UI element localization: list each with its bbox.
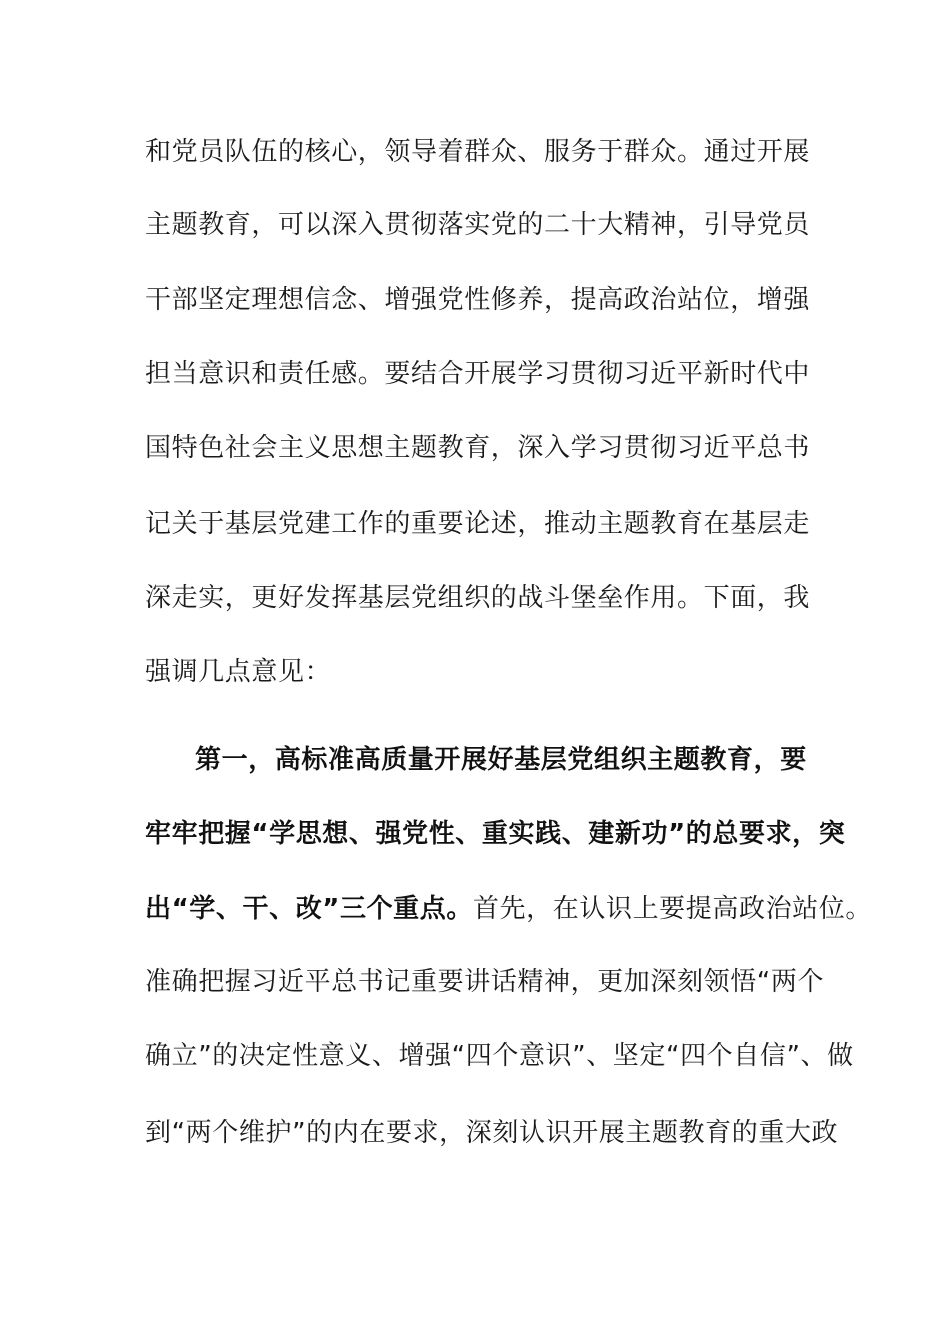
text-line: 主题教育，可以深入贯彻落实党的二十大精神，引导党员: [145, 210, 811, 240]
text-line: 和党员队伍的核心，领导着群众、服务于群众。通过开展: [145, 137, 811, 167]
text-line: 准确把握习近平总书记重要讲话精神，更加深刻领悟“两个: [145, 967, 825, 997]
heading-fragment: 出“学、干、改”三个重点。: [145, 894, 473, 924]
text-line: 到“两个维护”的内在要求，深刻认识开展主题教育的重大政: [145, 1118, 839, 1148]
text-line: 确立”的决定性意义、增强“四个意识”、坚定“四个自信”、做: [145, 1041, 854, 1071]
text-line: 国特色社会主义思想主题教育，深入学习贯彻习近平总书: [145, 433, 811, 463]
text-line: 干部坚定理想信念、增强党性修养，提高政治站位，增强: [145, 285, 811, 315]
text-line: 担当意识和责任感。要结合开展学习贯彻习近平新时代中: [145, 359, 811, 389]
text-fragment: 首先，在认识上要提高政治站位。: [472, 894, 872, 924]
text-line: 深走实，更好发挥基层党组织的战斗堡垒作用。下面，我: [145, 583, 811, 613]
text-line: 强调几点意见：: [145, 657, 332, 687]
heading-line: 第一，高标准高质量开展好基层党组织主题教育，要: [195, 745, 807, 775]
text-line: 记关于基层党建工作的重要论述，推动主题教育在基层走: [145, 509, 811, 539]
heading-line: 牢牢把握“学思想、强党性、重实践、建新功”的总要求，突: [145, 819, 846, 849]
text-line: [145, 893, 872, 925]
